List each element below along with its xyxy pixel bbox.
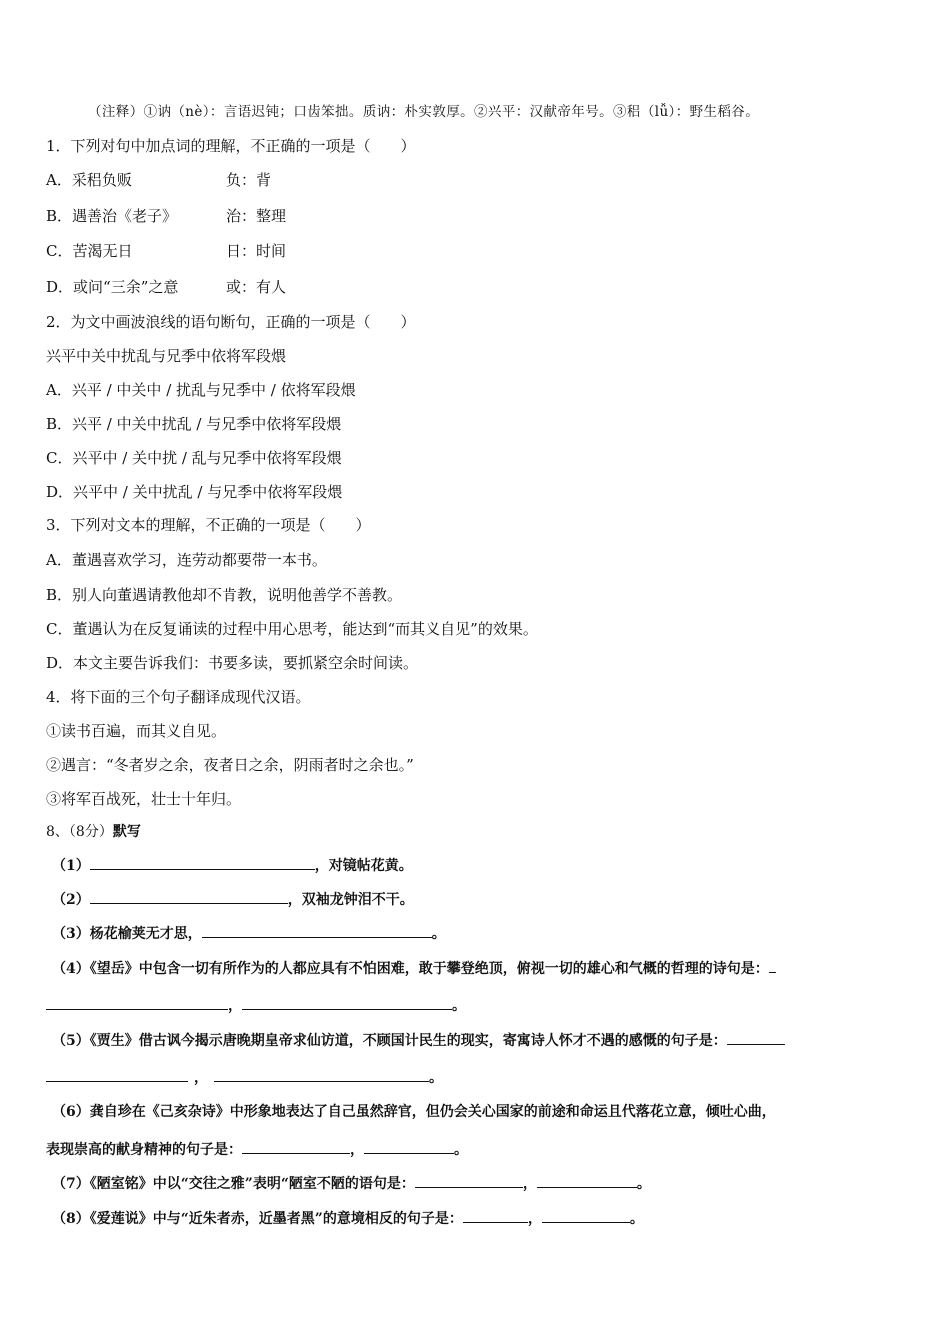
annotation-note: （注释）①讷（nè）：言语迟钝；口齿笨拙。质讷：朴实敦厚。②兴平：汉献帝年号。③稆（lǚ）：野生稻谷。 — [88, 104, 760, 120]
option-meaning: 日：时间 — [226, 242, 287, 260]
item-text: 。 — [454, 1142, 468, 1158]
item-text: ，对镜帖花黄。 — [314, 858, 413, 874]
item-separator: ， — [194, 1070, 208, 1086]
item-text: 表现崇高的献身精神的句子是： — [46, 1142, 242, 1158]
option-sentence: B．遇善治《老子》 — [46, 207, 178, 225]
q2-option-a: A．兴平 / 中关中 / 扰乱与兄季中 / 依将军段煨 — [46, 381, 356, 399]
answer-blank[interactable] — [727, 1030, 785, 1045]
item-text: （8）《爱莲说》中与“近朱者赤，近墨者黑”的意境相反的句子是： — [52, 1211, 463, 1227]
q3-option-b: B．别人向董遇请教他却不肯教，说明他善学不善教。 — [46, 586, 403, 604]
answer-blank[interactable] — [90, 855, 315, 870]
q8-item-8 — [52, 1208, 644, 1229]
q1-option-c — [46, 241, 286, 261]
q8-heading-prefix: 8、（8分） — [46, 824, 113, 840]
option-sentence: A．采稆负贩 — [46, 171, 132, 189]
answer-blank[interactable] — [242, 995, 452, 1010]
q8-item-5 — [52, 1030, 785, 1051]
q4-item-1: ①读书百遍，而其义自见。 — [46, 722, 227, 740]
item-text: 。 — [629, 1211, 644, 1227]
q3-option-c: C．董遇认为在反复诵读的过程中用心思考，能达到“而其义自见”的效果。 — [46, 620, 538, 638]
answer-blank[interactable] — [415, 1173, 523, 1188]
option-meaning: 负：背 — [226, 171, 272, 189]
q4-stem: 4．将下面的三个句子翻译成现代汉语。 — [46, 688, 311, 706]
item-text: （3）杨花榆荚无才思， — [52, 926, 202, 942]
item-text: 。 — [636, 1176, 651, 1192]
option-meaning: 或：有人 — [226, 278, 287, 296]
item-separator: ， — [527, 1211, 542, 1227]
q1-option-d — [46, 277, 286, 297]
answer-blank[interactable] — [769, 958, 776, 973]
q8-item-6: （6）龚自珍在《己亥杂诗》中形象地表达了自己虽然辞官，但仍会关心国家的前途和命运且代落花立意，倾吐心曲， — [52, 1104, 776, 1120]
item-separator: ， — [228, 998, 242, 1014]
q2-option-d: D．兴平中 / 关中扰乱 / 与兄季中依将军段煨 — [46, 483, 343, 501]
q8-item-6-cont — [46, 1139, 468, 1160]
item-text: （4）《望岳》中包含一切有所作为的人都应具有不怕困难，敢于攀登绝顶，俯视一切的雄心和气概的哲理的诗句是： — [52, 961, 769, 977]
q8-item-4-cont — [46, 995, 466, 1016]
answer-blank[interactable] — [214, 1067, 429, 1082]
item-text: （7）《陋室铭》中以“交往之雅”表明“陋室不陋的语句是： — [52, 1176, 415, 1192]
item-separator: ， — [522, 1176, 537, 1192]
q8-item-3 — [52, 923, 446, 944]
answer-blank[interactable] — [202, 923, 432, 938]
answer-blank[interactable] — [90, 889, 288, 904]
item-text: 。 — [431, 926, 446, 942]
item-number: （1） — [52, 858, 90, 874]
q2-text: 兴平中关中扰乱与兄季中依将军段煨 — [46, 347, 287, 365]
q2-option-b: B．兴平 / 中关中扰乱 / 与兄季中依将军段煨 — [46, 415, 342, 433]
answer-blank[interactable] — [46, 995, 228, 1010]
q8-item-4 — [52, 958, 776, 979]
q1-option-b — [46, 206, 286, 226]
answer-blank[interactable] — [242, 1139, 350, 1154]
q4-item-2: ②遇言：“冬者岁之余，夜者日之余，阴雨者时之余也。” — [46, 756, 414, 774]
q3-option-a: A．董遇喜欢学习，连劳动都要带一本书。 — [46, 551, 327, 569]
option-sentence: D．或问“三余”之意 — [46, 278, 179, 296]
q8-item-7 — [52, 1173, 651, 1194]
q8-heading — [46, 822, 141, 842]
q8-heading-title: 默写 — [112, 824, 141, 840]
item-separator: ， — [350, 1142, 364, 1158]
option-sentence: C．苦渴无日 — [46, 242, 133, 260]
answer-blank[interactable] — [463, 1208, 528, 1223]
answer-blank[interactable] — [46, 1067, 188, 1082]
answer-blank[interactable] — [364, 1139, 454, 1154]
q8-item-1 — [52, 855, 413, 876]
q3-stem: 3．下列对文本的理解，不正确的一项是（ ） — [46, 516, 371, 534]
item-text: 。 — [429, 1070, 443, 1086]
q2-stem: 2．为文中画波浪线的语句断句，正确的一项是（ ） — [46, 313, 416, 331]
q2-option-c: C．兴平中 / 关中扰 / 乱与兄季中依将军段煨 — [46, 449, 342, 467]
q8-item-5-cont — [46, 1067, 443, 1088]
answer-blank[interactable] — [542, 1208, 630, 1223]
q1-stem: 1．下列对句中加点词的理解，不正确的一项是（ ） — [46, 137, 416, 155]
item-text: 。 — [452, 998, 466, 1014]
answer-blank[interactable] — [537, 1173, 637, 1188]
q1-option-a — [46, 170, 271, 190]
option-meaning: 治：整理 — [226, 207, 287, 225]
q3-option-d: D．本文主要告诉我们：书要多读，要抓紧空余时间读。 — [46, 654, 419, 672]
q8-item-2 — [52, 889, 414, 910]
q4-item-3: ③将军百战死，壮士十年归。 — [46, 790, 242, 808]
item-text: （5）《贾生》借古讽今揭示唐晚期皇帝求仙访道，不顾国计民生的现实，寄寓诗人怀才不遇的感慨的句子是： — [52, 1033, 727, 1049]
item-text: ，双袖龙钟泪不干。 — [287, 892, 414, 908]
item-number: （2） — [52, 892, 90, 908]
